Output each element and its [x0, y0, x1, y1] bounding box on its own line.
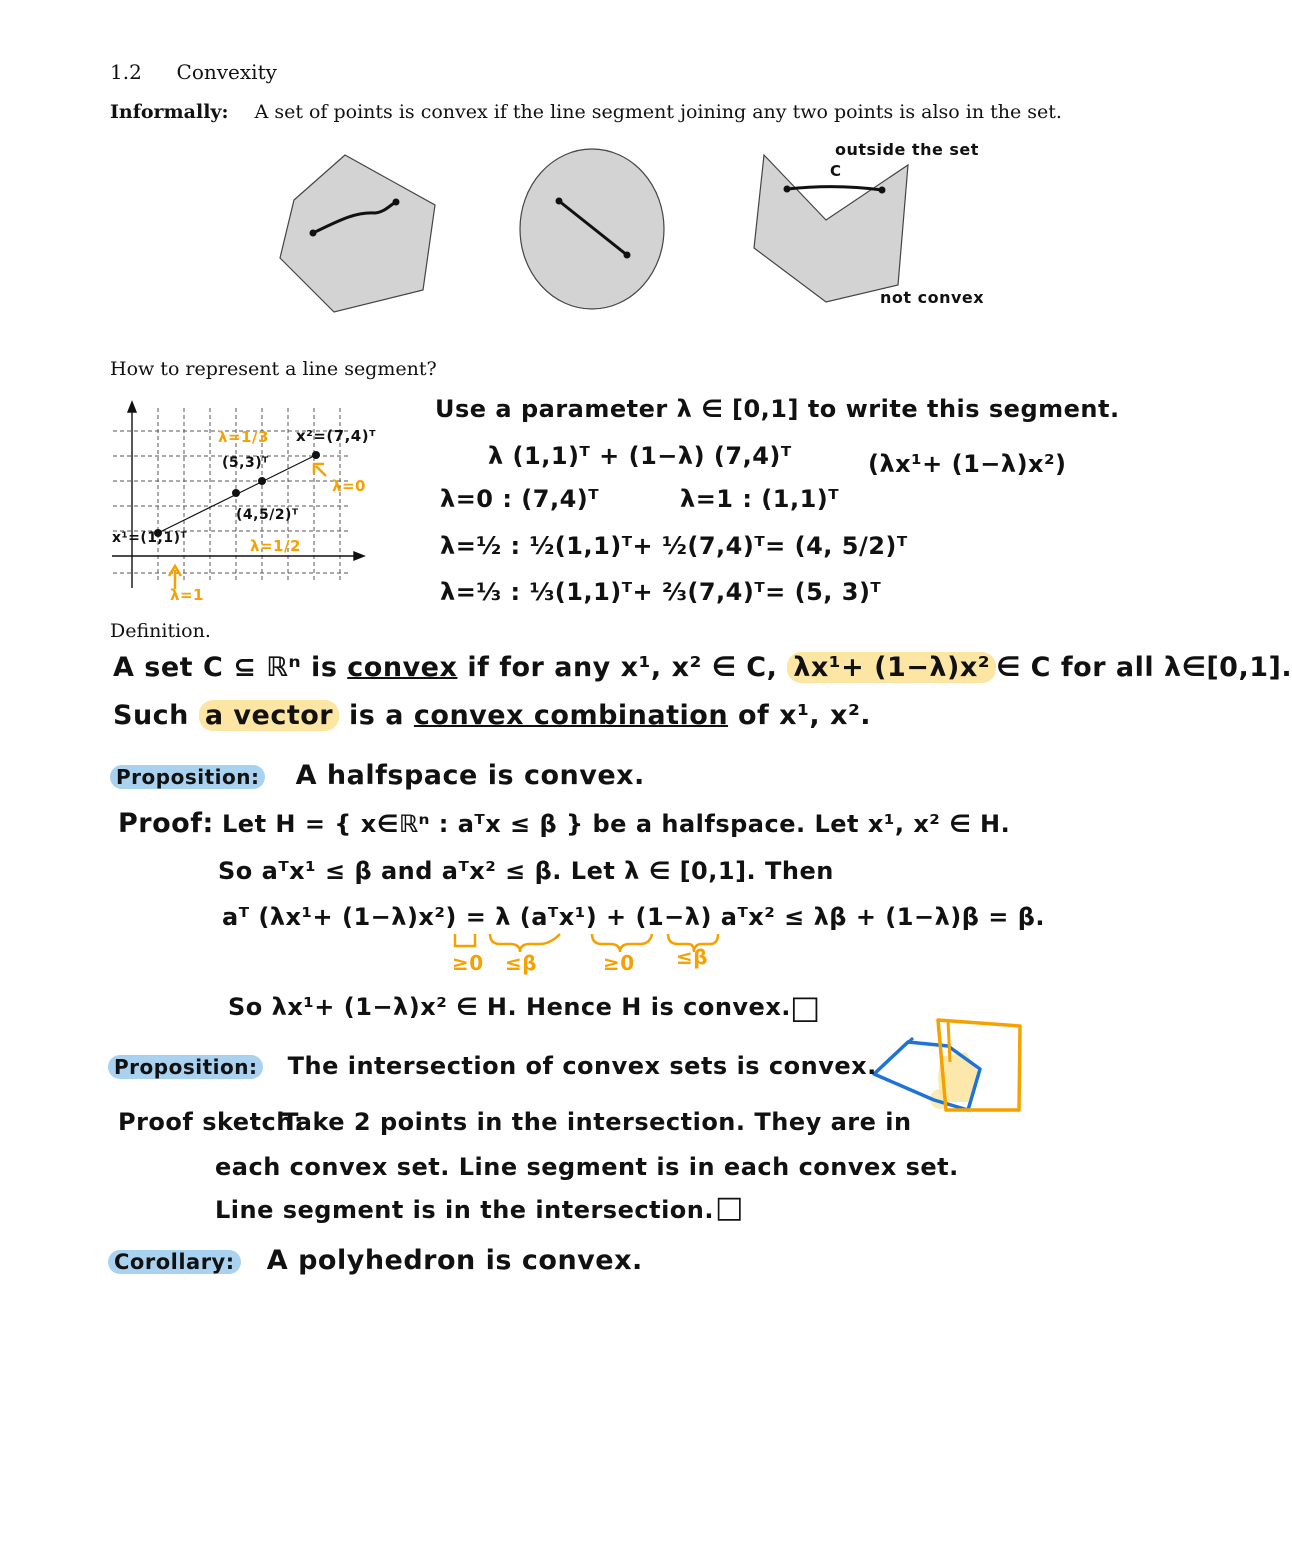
proof-1-line-1: Let H = { x∈ℝⁿ : aᵀx ≤ β } be a halfspace. Let x¹, x² ∈ H.	[222, 810, 1011, 838]
proof-2-qed: □	[715, 1190, 744, 1225]
plot-x2-label: x²=(7,4)ᵀ	[296, 427, 377, 445]
proof-1-annotation-2: ≤β	[505, 951, 538, 975]
nonconvex-c-label: C	[830, 162, 842, 180]
proof-1-line-4: So λx¹+ (1−λ)x² ∈ H. Hence H is convex.	[228, 993, 791, 1021]
section-title: Convexity	[176, 60, 277, 84]
plot-lambda-zero-label: λ=0	[332, 477, 366, 495]
arrow-lambda-zero	[314, 464, 326, 476]
param-line-5: λ=⅓ : ⅓(1,1)ᵀ+ ⅔(7,4)ᵀ= (5, 3)ᵀ	[440, 578, 882, 606]
param-line-4: λ=½ : ½(1,1)ᵀ+ ½(7,4)ᵀ= (4, 5/2)ᵀ	[440, 532, 908, 560]
proof-1-label: Proof:	[118, 808, 214, 839]
nonconvex-point-1	[784, 186, 791, 193]
proposition-2-text: The intersection of convex sets is convex.	[287, 1052, 877, 1080]
definition-highlight-vector: a vector	[199, 700, 339, 731]
proof-1-line-3: aᵀ (λx¹+ (1−λ)x²) = λ (aᵀx¹) + (1−λ) aᵀx² ≤ λβ + (1−λ)β = β.	[222, 903, 1046, 931]
ellipse-point-2	[624, 252, 631, 259]
plot-point-53-label: (5,3)ᵀ	[222, 455, 269, 471]
proof-1-annotation-1: ≥0	[452, 951, 484, 975]
param-line-2-aside: (λx¹+ (1−λ)x²)	[868, 450, 1067, 478]
corollary	[108, 1245, 643, 1276]
orange-inner-stroke	[948, 1020, 950, 1062]
definition-convex-word: convex	[347, 652, 458, 683]
proof-1-line-2: So aᵀx¹ ≤ β and aᵀx² ≤ β. Let λ ∈ [0,1]. Then	[218, 857, 834, 885]
proposition-1	[110, 760, 645, 791]
plot-point-lambda-third	[258, 477, 266, 485]
plot-point-452-label: (4,5/2)ᵀ	[236, 507, 299, 523]
plot-lambda-third-label: λ=1/3	[218, 428, 269, 446]
proposition-2	[108, 1052, 877, 1080]
definition-line-1-a: A set C ⊆ ℝⁿ is	[113, 652, 338, 683]
proposition-1-label: Proposition:	[110, 765, 265, 789]
definition-line-1-b: if for any x¹, x² ∈ C,	[467, 652, 778, 683]
proof-1-annotation-3: ≥0	[603, 951, 635, 975]
proposition-2-label: Proposition:	[108, 1055, 263, 1079]
proof-2-line-2: each convex set. Line segment is in each convex set.	[215, 1153, 959, 1181]
proposition-1-text: A halfspace is convex.	[295, 760, 645, 791]
hexagon-point-1	[310, 230, 317, 237]
informal-definition	[110, 101, 1062, 123]
line-segment-question: How to represent a line segment?	[110, 358, 437, 380]
plot-lambda-one-label: λ=1	[170, 586, 204, 604]
plot-point-x2	[312, 451, 320, 459]
param-line-3b: λ=1 : (1,1)ᵀ	[680, 485, 840, 513]
definition-line-2-c: of x¹, x².	[737, 700, 872, 731]
section-number: 1.2	[110, 60, 142, 84]
param-line-2: λ (1,1)ᵀ + (1−λ) (7,4)ᵀ	[488, 442, 792, 470]
definition-convex-combination: convex combination	[413, 700, 729, 731]
proof-1-annotation-4: ≤β	[676, 945, 709, 969]
plot-x1-label: x¹=(1,1)ᵀ	[112, 530, 188, 546]
not-convex-label: not convex	[880, 288, 985, 307]
proof-2-line-3: Line segment is in the intersection.	[215, 1196, 714, 1224]
proof-2-label: Proof sketch:	[118, 1108, 304, 1136]
nonconvex-segment	[787, 187, 882, 191]
param-line-1: Use a parameter λ ∈ [0,1] to write this segment.	[435, 395, 1120, 423]
param-line-3a: λ=0 : (7,4)ᵀ	[440, 485, 600, 513]
section-heading	[110, 60, 277, 84]
informal-text: A set of points is convex if the line segment joining any two points is also in the set.	[254, 101, 1062, 123]
plot-lambda-half-label: λ=1/2	[250, 537, 301, 555]
plot-point-lambda-half	[232, 489, 240, 497]
definition-line-1	[113, 652, 1292, 683]
proof-1-qed: □	[790, 988, 821, 1026]
definition-line-2-b: is a	[349, 700, 404, 731]
corollary-text: A polyhedron is convex.	[266, 1245, 643, 1276]
ellipse-point-1	[556, 198, 563, 205]
hexagon-shape	[280, 155, 435, 312]
outside-set-label: outside the set	[835, 140, 979, 159]
definition-label: Definition.	[110, 620, 211, 642]
nonconvex-point-2	[879, 187, 886, 194]
definition-line-1-c: ∈ C for all λ∈[0,1].	[996, 652, 1292, 683]
definition-line-2	[113, 700, 871, 731]
hexagon-point-2	[393, 199, 400, 206]
proof-2-line-1: Take 2 points in the intersection. They are in	[282, 1108, 912, 1136]
definition-highlight-combination: λx¹+ (1−λ)x²	[787, 652, 996, 683]
definition-line-2-a: Such	[113, 700, 189, 731]
informal-label: Informally:	[110, 101, 229, 123]
corollary-label: Corollary:	[108, 1250, 241, 1274]
